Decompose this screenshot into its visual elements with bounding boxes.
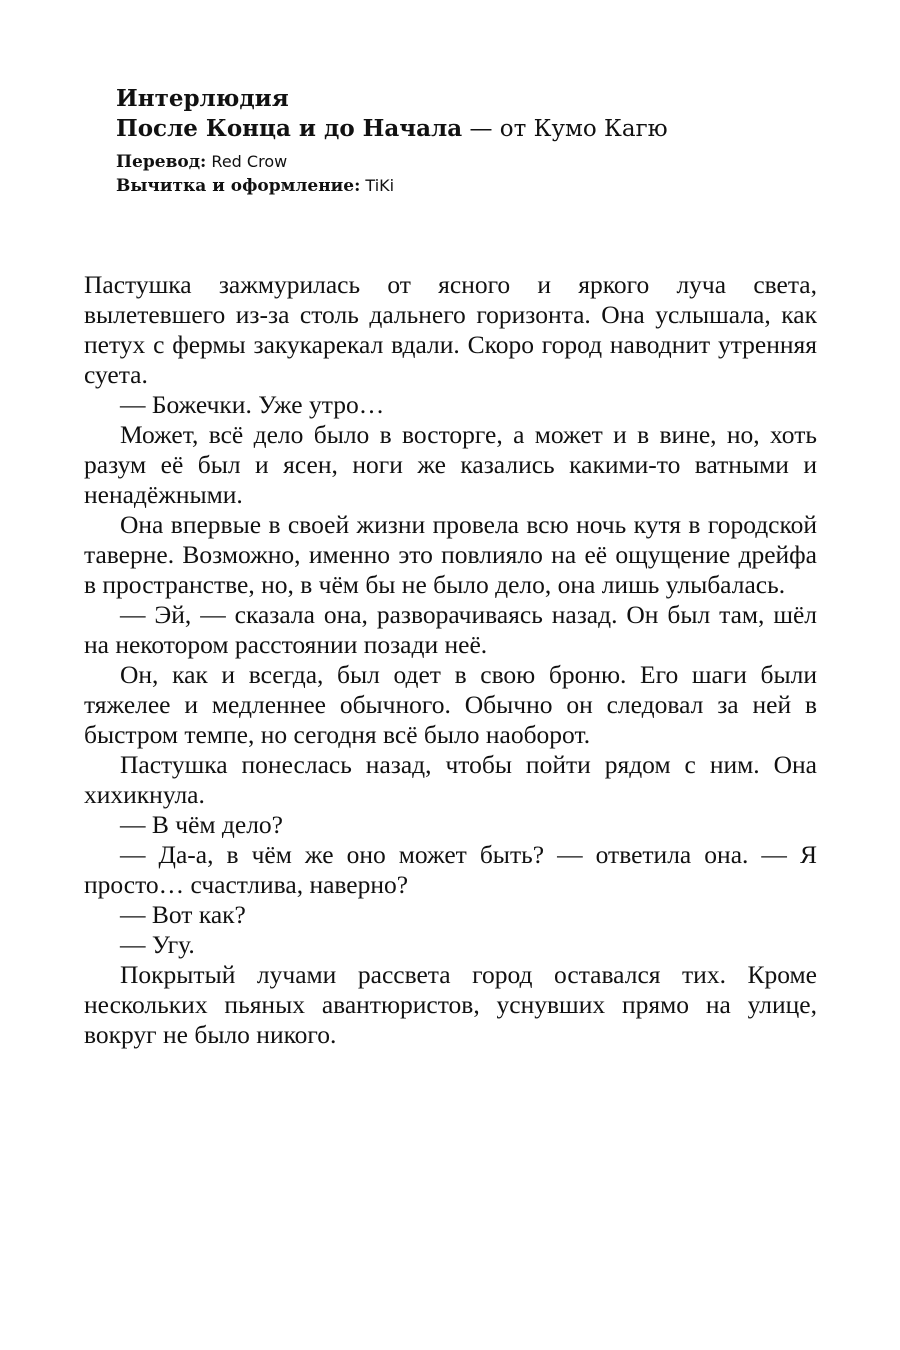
- paragraph: — В чём дело?: [120, 810, 283, 839]
- paragraph: Пастушка зажмурилась от ясного и яркого луча света, вылетевшего из-за столь дальнего горизонта. Она услышала, как петух с фермы закукарекал вдали. Скоро город наводнит утренняя суета.: [84, 270, 817, 389]
- paragraph: Пастушка понеслась назад, чтобы пойти рядом с ним. Она хихикнула.: [84, 750, 817, 809]
- chapter-author: — от Кумо Кагю: [462, 116, 668, 142]
- credit-value: TiKi: [360, 176, 395, 195]
- credit-translation: [116, 150, 816, 174]
- chapter-title: [116, 114, 816, 144]
- credit-proofreading: [116, 174, 816, 198]
- paragraph: Он, как и всегда, был одет в свою броню. Его шаги были тяжелее и медленнее обычного. Обычно он следовал за ней в быстром темпе, но сегодня всё было наоборот.: [84, 660, 817, 749]
- paragraph: Покрытый лучами рассвета город оставался тих. Кроме нескольких пьяных авантюристов, уснувших прямо на улице, вокруг не было никого.: [84, 960, 817, 1049]
- credits: [116, 150, 816, 198]
- chapter-body: [84, 270, 817, 1050]
- credit-value: Red Crow: [206, 152, 288, 171]
- paragraph: Может, всё дело было в восторге, а может и в вине, но, хоть разум её был и ясен, ноги же казались какими-то ватными и ненадёжными.: [84, 420, 817, 509]
- credit-label: Перевод:: [116, 152, 207, 172]
- paragraph: — Вот как?: [120, 900, 246, 929]
- credit-label: Вычитка и оформление:: [116, 176, 361, 196]
- chapter-title-bold: После Конца и до Начала: [116, 115, 463, 142]
- paragraph: — Эй, — сказала она, разворачиваясь назад. Он был там, шёл на некотором расстоянии позади неё.: [84, 600, 817, 659]
- section-title: Интерлюдия: [116, 85, 289, 112]
- paragraph: — Божечки. Уже утро…: [120, 390, 385, 419]
- paragraph: Она впервые в своей жизни провела всю ночь кутя в городской таверне. Возможно, именно это повлияло на её ощущение дрейфа в пространстве, но, в чём бы не было дело, она лишь улыбалась.: [84, 510, 817, 599]
- chapter-header: [116, 84, 816, 198]
- paragraph: — Да-а, в чём же оно может быть? — ответила она. — Я просто… счастлива, наверно?: [84, 840, 817, 899]
- paragraph: — Угу.: [120, 930, 195, 959]
